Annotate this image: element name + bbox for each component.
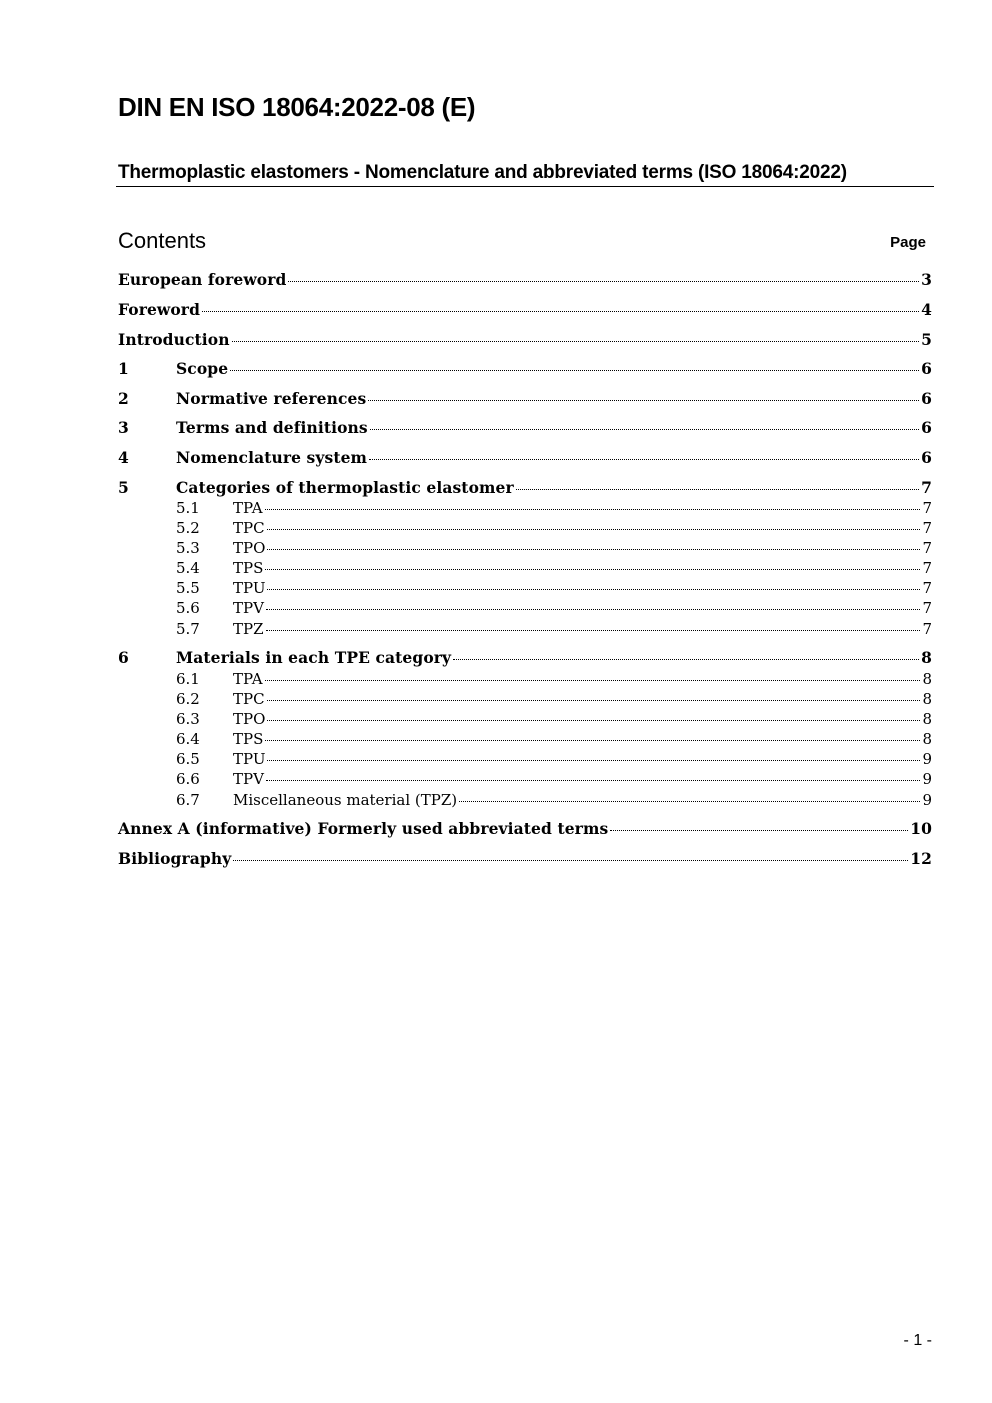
toc-entry-number: 4 bbox=[118, 448, 129, 467]
toc-dot-leader bbox=[368, 400, 919, 401]
toc-entry[interactable] bbox=[118, 389, 932, 408]
toc-entry-number: 6.4 bbox=[176, 730, 200, 748]
toc-dot-leader bbox=[369, 459, 919, 460]
toc-dot-leader bbox=[267, 760, 920, 761]
toc-entry[interactable] bbox=[118, 359, 932, 378]
toc-subentry[interactable] bbox=[118, 620, 932, 638]
toc-entry-number: 6.3 bbox=[176, 710, 200, 728]
toc-entry-label: Introduction bbox=[118, 330, 230, 349]
toc-entry-label: Nomenclature system bbox=[176, 448, 368, 467]
toc-entry-number: 6.5 bbox=[176, 750, 200, 768]
document-title: Thermoplastic elastomers - Nomenclature and abbreviated terms (ISO 18064:2022) bbox=[118, 162, 847, 183]
toc-entry-label: TPZ bbox=[233, 620, 264, 638]
toc-entry-number: 5.3 bbox=[176, 539, 200, 557]
toc-entry-label: Annex A (informative) Formerly used abbreviated terms bbox=[118, 819, 609, 838]
toc-dot-leader bbox=[459, 801, 920, 802]
page-column-heading: Page bbox=[890, 234, 926, 251]
toc-entry-label: Terms and definitions bbox=[176, 418, 368, 437]
toc-entry-page: 8 bbox=[922, 730, 932, 748]
toc-entry-label: TPU bbox=[233, 750, 266, 768]
toc-entry[interactable] bbox=[118, 648, 932, 667]
toc-subentry[interactable] bbox=[118, 539, 932, 557]
toc-entry-number: 2 bbox=[118, 389, 129, 408]
toc-subentry[interactable] bbox=[118, 730, 932, 748]
toc-subentry[interactable] bbox=[118, 670, 932, 688]
toc-entry[interactable] bbox=[118, 270, 932, 289]
toc-subentry[interactable] bbox=[118, 579, 932, 597]
toc-entry-label: TPV bbox=[233, 599, 264, 617]
toc-entry-label: TPU bbox=[233, 579, 266, 597]
toc-dot-leader bbox=[202, 311, 919, 312]
toc-entry-number: 3 bbox=[118, 418, 129, 437]
toc-entry[interactable] bbox=[118, 330, 932, 349]
toc-entry-page: 7 bbox=[922, 620, 932, 638]
toc-entry-page: 7 bbox=[922, 499, 932, 517]
toc-entry-label: Bibliography bbox=[118, 849, 232, 868]
toc-entry-label: TPA bbox=[233, 499, 263, 517]
toc-subentry[interactable] bbox=[118, 750, 932, 768]
toc-entry[interactable] bbox=[118, 819, 932, 838]
toc-dot-leader bbox=[610, 830, 908, 831]
toc-entry-page: 7 bbox=[921, 478, 932, 497]
toc-entry-label: TPS bbox=[233, 730, 264, 748]
toc-entry-page: 8 bbox=[922, 690, 932, 708]
toc-dot-leader bbox=[267, 529, 921, 530]
toc-dot-leader bbox=[266, 780, 921, 781]
toc-entry-page: 7 bbox=[922, 539, 932, 557]
toc-entry-page: 6 bbox=[921, 359, 932, 378]
title-underline bbox=[116, 186, 934, 187]
toc-subentry[interactable] bbox=[118, 499, 932, 517]
toc-entry-number: 6.2 bbox=[176, 690, 200, 708]
toc-subentry[interactable] bbox=[118, 770, 932, 788]
toc-entry-label: Categories of thermoplastic elastomer bbox=[176, 478, 514, 497]
toc-subentry[interactable] bbox=[118, 599, 932, 617]
toc-entry-number: 5 bbox=[118, 478, 129, 497]
toc-entry-label: Normative references bbox=[176, 389, 367, 408]
toc-entry-number: 6 bbox=[118, 648, 129, 667]
toc-dot-leader bbox=[266, 630, 921, 631]
toc-entry-page: 8 bbox=[922, 670, 932, 688]
toc-entry-page: 5 bbox=[921, 330, 932, 349]
toc-dot-leader bbox=[453, 659, 919, 660]
toc-subentry[interactable] bbox=[118, 710, 932, 728]
toc-entry-page: 6 bbox=[921, 448, 932, 467]
toc-dot-leader bbox=[265, 569, 920, 570]
toc-dot-leader bbox=[232, 341, 920, 342]
toc-entry-page: 8 bbox=[922, 710, 932, 728]
toc-entry-number: 5.4 bbox=[176, 559, 200, 577]
toc-entry-label: TPC bbox=[233, 690, 265, 708]
toc-dot-leader bbox=[267, 589, 920, 590]
toc-dot-leader bbox=[370, 429, 919, 430]
toc-entry-page: 10 bbox=[910, 819, 932, 838]
toc-dot-leader bbox=[266, 609, 921, 610]
toc-entry-page: 8 bbox=[921, 648, 932, 667]
toc-entry-label: Scope bbox=[176, 359, 229, 378]
toc-entry[interactable] bbox=[118, 849, 932, 868]
toc-entry[interactable] bbox=[118, 478, 932, 497]
toc-entry-number: 5.5 bbox=[176, 579, 200, 597]
toc-entry-label: TPA bbox=[233, 670, 263, 688]
toc-entry[interactable] bbox=[118, 418, 932, 437]
toc-entry-page: 9 bbox=[922, 770, 932, 788]
toc-entry-number: 6.7 bbox=[176, 791, 200, 809]
toc-entry-label: TPC bbox=[233, 519, 265, 537]
document-id: DIN EN ISO 18064:2022-08 (E) bbox=[118, 92, 476, 122]
toc-subentry[interactable] bbox=[118, 690, 932, 708]
toc-entry-label: TPO bbox=[233, 539, 266, 557]
toc-subentry[interactable] bbox=[118, 559, 932, 577]
toc-entry-page: 6 bbox=[921, 418, 932, 437]
toc-dot-leader bbox=[233, 860, 908, 861]
toc-entry-page: 9 bbox=[922, 791, 932, 809]
toc-entry-label: Foreword bbox=[118, 300, 201, 319]
toc-entry-page: 12 bbox=[910, 849, 932, 868]
toc-entry-number: 5.2 bbox=[176, 519, 200, 537]
toc-entry-number: 5.1 bbox=[176, 499, 200, 517]
toc-dot-leader bbox=[265, 740, 920, 741]
toc-entry-number: 1 bbox=[118, 359, 129, 378]
toc-entry-page: 7 bbox=[922, 599, 932, 617]
toc-entry-page: 7 bbox=[922, 559, 932, 577]
toc-entry-page: 7 bbox=[922, 519, 932, 537]
toc-entry-label: European foreword bbox=[118, 270, 287, 289]
toc-dot-leader bbox=[265, 509, 921, 510]
toc-entry-page: 7 bbox=[922, 579, 932, 597]
toc-dot-leader bbox=[267, 720, 920, 721]
toc-entry-page: 9 bbox=[922, 750, 932, 768]
toc-entry[interactable] bbox=[118, 448, 932, 467]
toc-dot-leader bbox=[265, 680, 921, 681]
toc-entry-page: 6 bbox=[921, 389, 932, 408]
toc-entry-page: 4 bbox=[921, 300, 932, 319]
toc-subentry[interactable] bbox=[118, 519, 932, 537]
toc-entry-number: 5.7 bbox=[176, 620, 200, 638]
contents-heading: Contents bbox=[118, 228, 207, 253]
toc-subentry[interactable] bbox=[118, 791, 932, 809]
toc-entry-page: 3 bbox=[921, 270, 932, 289]
toc-entry-label: Miscellaneous material (TPZ) bbox=[233, 791, 458, 809]
toc-dot-leader bbox=[288, 281, 919, 282]
toc-entry-label: TPV bbox=[233, 770, 264, 788]
toc-entry-number: 6.1 bbox=[176, 670, 200, 688]
toc-entry-number: 6.6 bbox=[176, 770, 200, 788]
toc-dot-leader bbox=[267, 549, 920, 550]
page-number: - 1 - bbox=[903, 1332, 932, 1349]
toc-entry-label: Materials in each TPE category bbox=[176, 648, 452, 667]
toc-dot-leader bbox=[230, 370, 919, 371]
toc-entry-label: TPS bbox=[233, 559, 264, 577]
toc-dot-leader bbox=[267, 700, 921, 701]
toc-entry-number: 5.6 bbox=[176, 599, 200, 617]
toc-dot-leader bbox=[516, 489, 919, 490]
toc-entry[interactable] bbox=[118, 300, 932, 319]
toc-entry-label: TPO bbox=[233, 710, 266, 728]
